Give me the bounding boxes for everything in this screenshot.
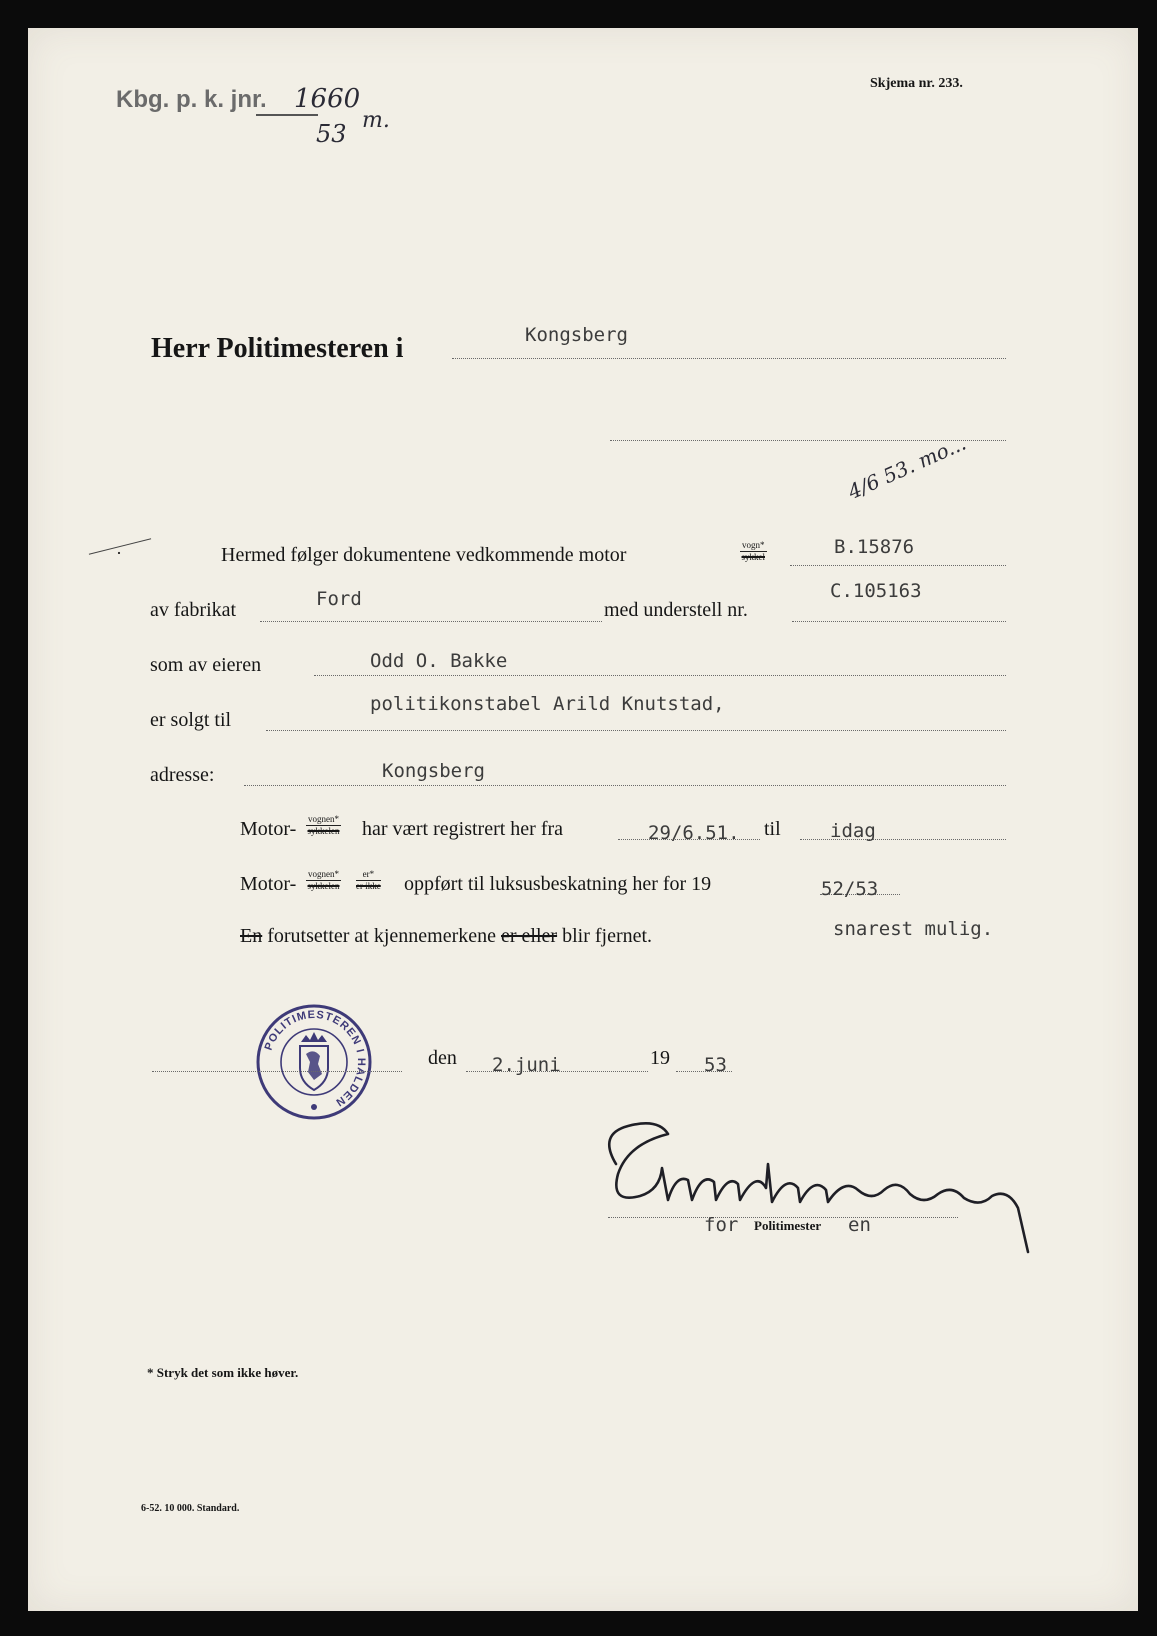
seal-ring-textpath: POLITIMESTEREN I HALDEN bbox=[262, 1008, 368, 1109]
signature-typed-suffix: en bbox=[848, 1214, 871, 1236]
vehicle-intro: Hermed følger dokumentene vedkommende motor bbox=[221, 544, 627, 566]
vehicle-line bbox=[790, 565, 1006, 566]
form-page bbox=[28, 28, 1138, 1611]
luxury-fraction-1 bbox=[306, 870, 341, 891]
make-value: Ford bbox=[316, 588, 362, 610]
addressee-line bbox=[452, 358, 1006, 359]
vehicle-fraction bbox=[740, 541, 767, 562]
sold-to-label: er solgt til bbox=[150, 709, 232, 731]
luxury-text: oppført til luksusbeskatning her for 19 bbox=[404, 873, 712, 895]
date-value: 2.juni bbox=[492, 1054, 561, 1076]
plates-sentence bbox=[240, 925, 652, 948]
print-info: 6-52. 10 000. Standard. bbox=[141, 1503, 240, 1514]
seal-dot bbox=[311, 1104, 317, 1110]
chassis-line bbox=[792, 621, 1006, 622]
journal-suffix: m. bbox=[362, 108, 390, 133]
luxury-frac2-top: er* bbox=[356, 870, 381, 881]
sold-to-value: politikonstabel Arild Knutstad, bbox=[370, 693, 725, 715]
address-value: Kongsberg bbox=[382, 760, 485, 782]
sold-to-line bbox=[266, 730, 1006, 731]
seal-crown bbox=[301, 1032, 327, 1042]
addressee-value: Kongsberg bbox=[525, 324, 628, 346]
luxury-frac1-bottom: sykkelen bbox=[307, 881, 340, 891]
owner-label: som av eieren bbox=[150, 654, 262, 676]
address-label: adresse: bbox=[150, 764, 215, 786]
vehicle-frac-top: vogn* bbox=[742, 540, 765, 550]
plates-struck-phrase: er eller bbox=[501, 925, 558, 947]
signature-typed-prefix: for bbox=[704, 1214, 739, 1236]
plates-value: snarest mulig. bbox=[833, 918, 994, 940]
luxury-frac2-bottom: er ikke bbox=[356, 881, 381, 891]
form-number: Skjema nr. 233. bbox=[870, 76, 963, 91]
chassis-label: med understell nr. bbox=[604, 599, 748, 621]
place-line bbox=[152, 1071, 402, 1072]
luxury-fraction-2 bbox=[356, 870, 381, 891]
registered-fraction bbox=[306, 815, 341, 836]
registered-text-a: har vært registrert her fra bbox=[362, 818, 564, 840]
vehicle-frac-bottom: sykkel bbox=[741, 552, 765, 562]
footnote: * Stryk det som ikke høver. bbox=[147, 1365, 299, 1380]
make-line bbox=[260, 621, 602, 622]
date-year-value: 53 bbox=[704, 1054, 727, 1076]
plates-struck-word: En bbox=[240, 925, 263, 947]
police-seal bbox=[254, 1002, 374, 1122]
address-line bbox=[244, 785, 1006, 786]
date-century: 19 bbox=[650, 1047, 670, 1069]
registered-prefix: Motor- bbox=[240, 818, 297, 840]
journal-stamp: Kbg. p. k. jnr. bbox=[116, 86, 267, 113]
margin-dots: · bbox=[116, 543, 122, 563]
signature-printed-title: Politimester bbox=[754, 1218, 822, 1233]
journal-year: 53 bbox=[316, 120, 347, 148]
journal-number: 1660 bbox=[294, 84, 361, 114]
owner-value: Odd O. Bakke bbox=[370, 650, 508, 672]
addressee-label: Herr Politimesteren i bbox=[151, 333, 404, 364]
plates-text-a: forutsetter at kjennemerkene bbox=[267, 925, 496, 947]
luxury-year-value: 52/53 bbox=[821, 878, 879, 900]
make-label: av fabrikat bbox=[150, 599, 237, 621]
registered-frac-bottom: sykkelen bbox=[307, 826, 340, 836]
chassis-value: C.105163 bbox=[830, 580, 922, 602]
owner-line bbox=[314, 675, 1006, 676]
registered-from-value: 29/6.51. bbox=[648, 822, 740, 844]
registration-value: B.15876 bbox=[834, 536, 915, 558]
registered-frac-top: vognen* bbox=[308, 814, 339, 824]
registered-text-b: til bbox=[764, 818, 781, 840]
plates-text-b: blir fjernet. bbox=[562, 925, 653, 947]
luxury-prefix: Motor- bbox=[240, 873, 297, 895]
date-label: den bbox=[428, 1047, 457, 1069]
registered-to-value: idag bbox=[830, 820, 876, 842]
seal-lion bbox=[306, 1051, 322, 1080]
luxury-frac1-top: vognen* bbox=[308, 869, 339, 879]
margin-note: 4/6 53. mo... bbox=[844, 430, 970, 504]
journal-stamp-line bbox=[256, 114, 318, 116]
